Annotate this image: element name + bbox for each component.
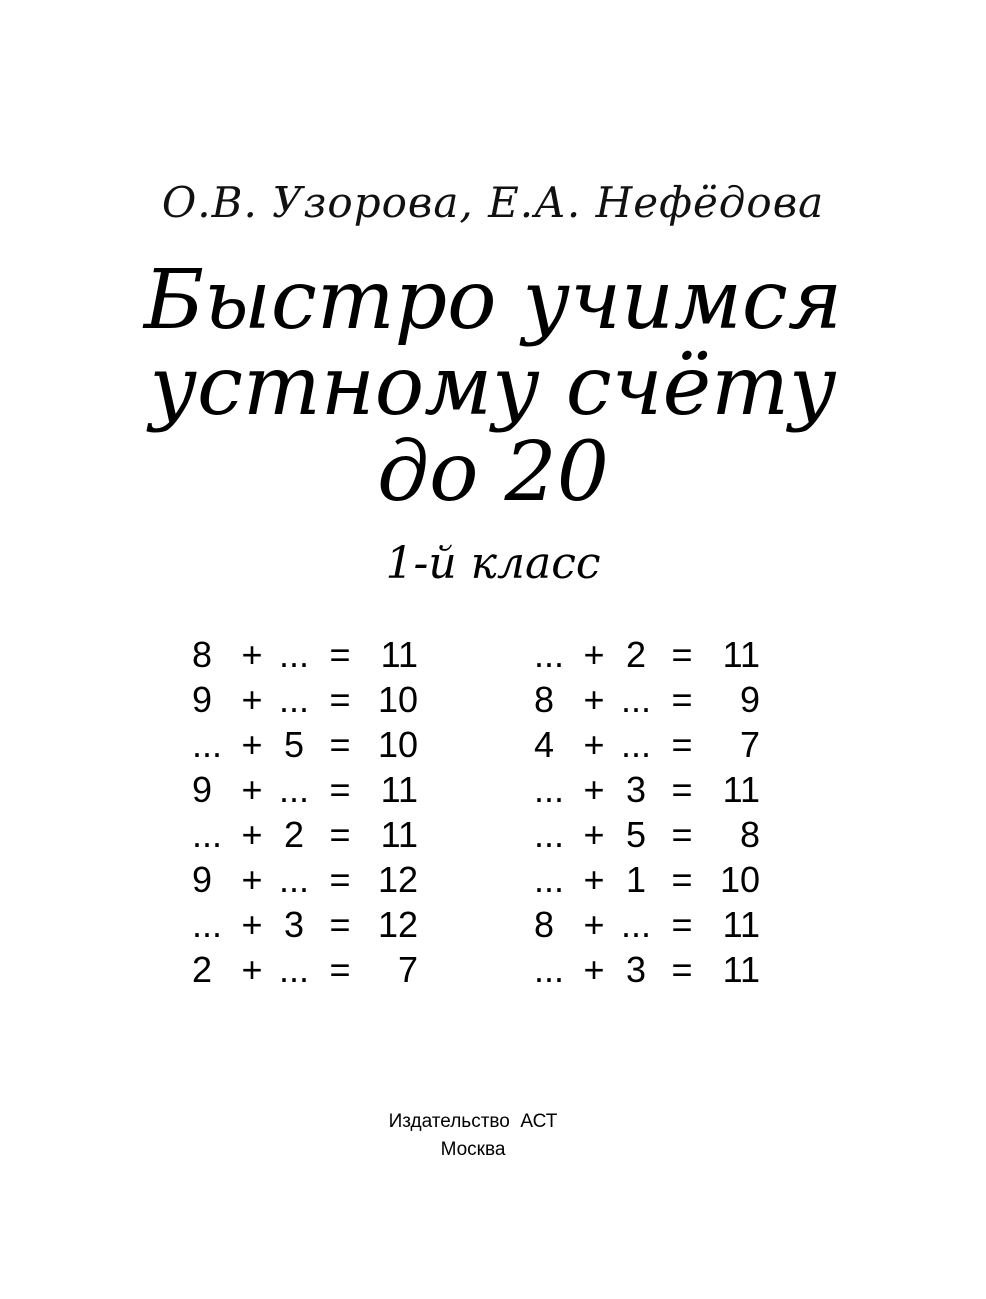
operator-plus: + xyxy=(241,949,263,990)
result: 7 xyxy=(397,949,418,990)
operator-equals: = xyxy=(329,679,351,720)
result: 11 xyxy=(380,769,418,810)
exercise-row xyxy=(534,812,764,857)
term-a: ... xyxy=(534,949,565,990)
operator-plus: + xyxy=(241,814,263,855)
term-a: ... xyxy=(534,814,565,855)
term-b: 3 xyxy=(283,904,305,945)
operator-plus: + xyxy=(583,904,605,945)
result: 11 xyxy=(380,634,418,675)
term-a: ... xyxy=(192,814,223,855)
term-b: 3 xyxy=(625,769,647,810)
exercise-row xyxy=(192,812,422,857)
term-b: 5 xyxy=(283,724,305,765)
operator-plus: + xyxy=(583,724,605,765)
exercise-row xyxy=(192,857,422,902)
result: 10 xyxy=(377,724,418,765)
exercise-row xyxy=(534,857,764,902)
operator-equals: = xyxy=(329,634,351,675)
title-line-2: устному счёту xyxy=(149,339,837,434)
book-title xyxy=(0,253,986,520)
term-b: ... xyxy=(278,949,309,990)
operator-equals: = xyxy=(671,769,693,810)
result: 11 xyxy=(722,634,760,675)
term-a: 4 xyxy=(534,724,555,765)
exercise-row xyxy=(192,632,422,677)
exercise-row xyxy=(534,632,764,677)
term-a: ... xyxy=(192,904,223,945)
exercise-grid xyxy=(0,632,986,992)
term-b: ... xyxy=(278,859,309,900)
result: 11 xyxy=(722,904,760,945)
exercise-row xyxy=(192,947,422,992)
term-b: 2 xyxy=(625,634,647,675)
exercise-row xyxy=(192,722,422,767)
operator-equals: = xyxy=(329,949,351,990)
term-b: ... xyxy=(278,769,309,810)
publisher-name: Издательство АСТ xyxy=(388,1111,558,1132)
operator-equals: = xyxy=(329,769,351,810)
operator-equals: = xyxy=(329,814,351,855)
operator-plus: + xyxy=(241,904,263,945)
term-a: 9 xyxy=(192,859,213,900)
grade-label: 1-й класс xyxy=(385,538,601,589)
term-a: ... xyxy=(192,724,223,765)
result: 11 xyxy=(722,949,760,990)
exercise-column-left xyxy=(192,632,422,992)
term-b: ... xyxy=(620,679,651,720)
operator-equals: = xyxy=(329,859,351,900)
exercise-column-right xyxy=(534,632,764,992)
operator-equals: = xyxy=(329,904,351,945)
term-b: ... xyxy=(620,724,651,765)
result: 12 xyxy=(377,859,418,900)
exercise-row xyxy=(534,677,764,722)
operator-equals: = xyxy=(671,949,693,990)
result: 9 xyxy=(739,679,760,720)
result: 10 xyxy=(377,679,418,720)
term-b: 5 xyxy=(625,814,647,855)
term-b: ... xyxy=(620,904,651,945)
exercise-row xyxy=(534,722,764,767)
title-line-1: Быстро учимся xyxy=(143,253,843,348)
result: 8 xyxy=(739,814,760,855)
publisher-city: Москва xyxy=(440,1139,506,1160)
operator-equals: = xyxy=(671,859,693,900)
operator-plus: + xyxy=(241,769,263,810)
term-a: 2 xyxy=(192,949,213,990)
term-a: ... xyxy=(534,634,565,675)
exercise-row xyxy=(192,677,422,722)
publisher-block xyxy=(0,1108,946,1164)
term-a: 9 xyxy=(192,679,213,720)
operator-equals: = xyxy=(329,724,351,765)
operator-plus: + xyxy=(583,769,605,810)
exercise-row xyxy=(534,947,764,992)
operator-plus: + xyxy=(583,814,605,855)
title-line-3: до 20 xyxy=(377,425,609,520)
result: 11 xyxy=(722,769,760,810)
term-b: ... xyxy=(278,679,309,720)
term-a: ... xyxy=(534,859,565,900)
operator-plus: + xyxy=(241,724,263,765)
term-b: 2 xyxy=(283,814,305,855)
exercise-row xyxy=(534,902,764,947)
result: 12 xyxy=(377,904,418,945)
term-a: ... xyxy=(534,769,565,810)
operator-equals: = xyxy=(671,634,693,675)
operator-equals: = xyxy=(671,724,693,765)
operator-plus: + xyxy=(241,634,263,675)
term-b: 3 xyxy=(625,949,647,990)
operator-equals: = xyxy=(671,814,693,855)
term-b: 1 xyxy=(625,859,647,900)
operator-plus: + xyxy=(583,949,605,990)
exercise-row xyxy=(192,767,422,812)
term-b: ... xyxy=(278,634,309,675)
operator-plus: + xyxy=(583,859,605,900)
operator-plus: + xyxy=(241,859,263,900)
result: 11 xyxy=(380,814,418,855)
operator-plus: + xyxy=(241,679,263,720)
operator-equals: = xyxy=(671,904,693,945)
exercise-row xyxy=(534,767,764,812)
term-a: 8 xyxy=(534,679,555,720)
operator-equals: = xyxy=(671,679,693,720)
authors: О.В. Узорова, Е.А. Нефёдова xyxy=(161,178,825,227)
term-a: 8 xyxy=(534,904,555,945)
result: 7 xyxy=(739,724,760,765)
operator-plus: + xyxy=(583,634,605,675)
result: 10 xyxy=(719,859,760,900)
operator-plus: + xyxy=(583,679,605,720)
term-a: 8 xyxy=(192,634,213,675)
exercise-row xyxy=(192,902,422,947)
term-a: 9 xyxy=(192,769,213,810)
